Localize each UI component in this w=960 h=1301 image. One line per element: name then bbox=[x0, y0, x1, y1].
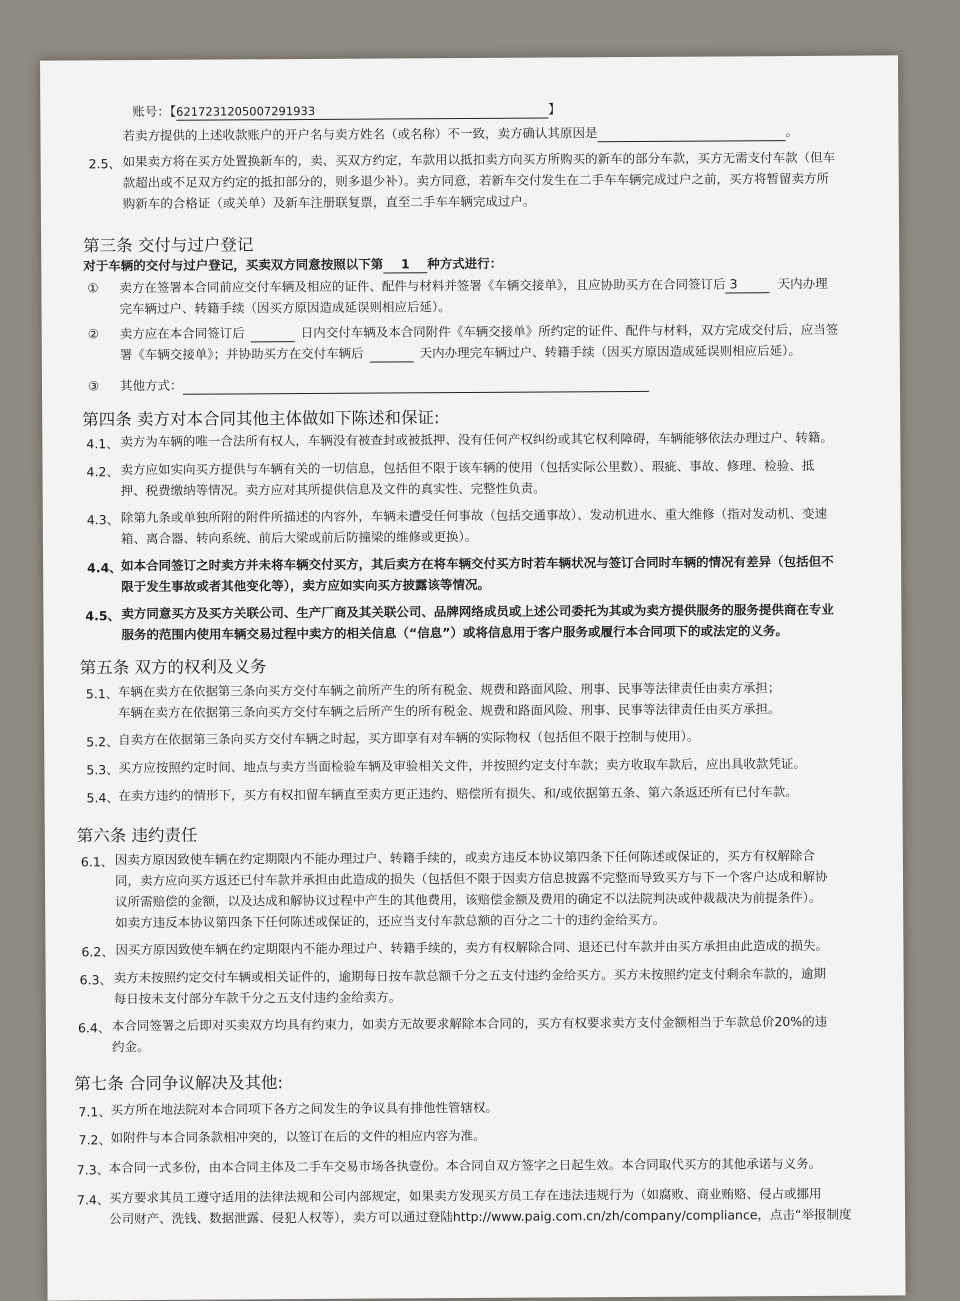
clause-7-3-number: 7.3、 bbox=[76, 1162, 110, 1178]
clause-7-4-number: 7.4、 bbox=[76, 1192, 110, 1208]
article-7-title: 第七条 合同争议解决及其他: bbox=[74, 1073, 284, 1094]
clause-6-1-line-2: 同，卖方应向买方返还已付车款并承担由此造成的损失（包括但不限于因卖方信息披露不完整而导致买方与下一个客户达成和解协 bbox=[114, 868, 828, 889]
clause-5-2-number: 5.2、 bbox=[86, 734, 119, 750]
account-mismatch-line bbox=[122, 124, 798, 145]
article-4-title: 第四条 卖方对本合同其他主体做如下陈述和保证: bbox=[82, 408, 440, 430]
clause-4-4-line-2: 限于发生事故或者其他变化等），卖方应如实向买方披露该等情况。 bbox=[121, 576, 491, 595]
account-line bbox=[132, 101, 560, 121]
clause-4-2-line-2: 押、税费缴纳等情况。卖方应对其所提供信息及文件的真实性、完整性负责。 bbox=[120, 480, 546, 499]
clause-2-5-line-2: 款超出或不足双方约定的抵扣部分的，则多退少补）。卖方同意，若新车交付发生在二手车车辆完成过户之前，买方将暂留卖方所 bbox=[122, 170, 830, 191]
clause-5-1-line-2: 车辆在卖方在依据第三条向买方交付车辆之后所产生的所有税金、规费和路面风险、刑事、民事等法律责任由买方承担。 bbox=[117, 701, 781, 721]
clause-5-3-number: 5.3、 bbox=[86, 762, 119, 778]
article-3-intro bbox=[83, 256, 502, 276]
account-mismatch-text: 若卖方提供的上述收款账户的开户名与卖方姓名（或名称）不一致，卖方确认其原因是 bbox=[122, 125, 598, 144]
clause-5-4-number: 5.4、 bbox=[86, 790, 119, 806]
clause-4-2-line-1: 卖方应如实向买方提供与车辆有关的一切信息，包括但不限于该车辆的使用（包括实际公里数）、瑕疵、事故、修理、检验、抵 bbox=[120, 457, 815, 478]
clause-7-1-number: 7.1、 bbox=[78, 1104, 111, 1120]
account-mismatch-end: 。 bbox=[785, 123, 799, 140]
option-2-text: 卖方应在本合同签订后 bbox=[119, 325, 245, 342]
option-2-line-2 bbox=[120, 343, 801, 364]
article-6-title: 第六条 违约责任 bbox=[76, 825, 198, 846]
option-3-label: 其他方式： bbox=[119, 377, 183, 394]
clause-6-1-line-4: 如卖方违反本协议第四条下任何陈述或保证的，还应当支付车款总额的百分之二十的违约金给买方。 bbox=[115, 911, 666, 931]
clause-4-1-text: 卖方为车辆的唯一合法所有权人，车辆没有被查封或被抵押、没有任何产权纠纷或其它权利障碍，车辆能够依法办理过户、转籍。 bbox=[120, 429, 833, 450]
clause-4-3-line-2: 箱、离合器、转向系统、前后大梁或前后防撞梁的维修或更换）。 bbox=[120, 528, 478, 547]
mismatch-reason-blank bbox=[597, 124, 785, 142]
clause-7-3-text: 本合同一式多份，由本合同主体及二手车交易市场各执壹份。本合同自双方签字之日起生效。本合同取代买方的其他承诺与义务。 bbox=[108, 1155, 822, 1176]
option-3-marker: ③ bbox=[87, 378, 100, 394]
clause-4-5-line-2: 服务的范围内使用车辆交易过程中卖方的相关信息（“信息”）或将信息用于客户服务或履行本合同项下的或法定的义务。 bbox=[121, 623, 788, 643]
clause-4-4-line-1: 如本合同签订之时卖方并未将车辆交付买方，其后卖方在将车辆交付买方时若车辆状况与签订合同时车辆的情况有差异（包括但不 bbox=[121, 553, 834, 574]
clause-5-1-line-1: 车辆在卖方在依据第三条向买方交付车辆之前所产生的所有税金、规费和路面风险、刑事、民事等法律责任由卖方承担； bbox=[117, 680, 781, 700]
article-5-title: 第五条 双方的权利及义务 bbox=[79, 657, 267, 678]
account-close-bracket: 】 bbox=[548, 101, 561, 117]
option-1-text: 卖方在签署本合同前应交付车辆及相应的证件、配件与材料并签署《车辆交接单》，且应协助买方在合同签订后 bbox=[119, 276, 726, 296]
option-1-line-2: 完车辆过户、转籍手续（因买方原因造成延误则相应后延）。 bbox=[119, 299, 451, 317]
clause-4-3-line-1: 除第九条或单独所附的附件所描述的内容外，车辆未遭受任何事故（包括交通事故）、发动机进水、重大维修（指对发动机、变速 bbox=[120, 505, 828, 526]
option-2-days-blank bbox=[251, 325, 295, 342]
article-3-intro-text: 对于车辆的交付与过户登记，买卖双方同意按照以下第 bbox=[83, 256, 384, 274]
clause-5-1-number: 5.1、 bbox=[85, 686, 119, 702]
clause-2-5-line-1: 如果卖方将在买方处置换新车的，卖、买双方约定，车款用以抵扣卖方向买方所购买的新车的部分车款，买方无需支付车款（但车 bbox=[122, 149, 836, 170]
clause-2-5-line-3: 购新车的合格证（或关单）及新车注册联复票，直至二手车车辆完成过户。 bbox=[122, 193, 536, 212]
clause-4-2-number: 4.2、 bbox=[86, 464, 119, 480]
clause-4-1-number: 4.1、 bbox=[86, 436, 119, 452]
clause-7-2-text: 如附件与本合同条款相冲突的，以签订在后的文件的相应内容为准。 bbox=[110, 1127, 486, 1146]
clause-4-5-line-1: 卖方同意买方及买方关联公司、生产厂商及其关联公司、品牌网络成员或上述公司委托为其或为卖方提供服务的服务提供商在专业 bbox=[121, 601, 834, 622]
clause-6-3-number: 6.3、 bbox=[79, 972, 113, 988]
option-3-blank bbox=[182, 375, 648, 395]
clause-7-1-text: 买方所在地法院对本合同项下各方之间发生的争议具有排他性管辖权。 bbox=[110, 1099, 498, 1118]
clause-7-4-line-1: 买方要求其员工遵守适用的法律法规和公司内部规定，如果卖方发现买方员工存在违法违规行为（如腐败、商业贿赂、侵占或挪用 bbox=[108, 1185, 822, 1206]
clause-4-5-number: 4.5、 bbox=[85, 608, 121, 624]
clause-6-1-line-3: 议所需赔偿的金额，以及达成和解协议过程中产生的其他费用，该赔偿金额及费用的确定不以法院判决或仲裁裁决为前提条件）。 bbox=[115, 889, 822, 910]
account-number: 6217231205007291933 bbox=[176, 102, 548, 121]
clause-5-4-text: 在卖方违约的情形下，买方有权扣留车辆直至卖方更正违约、赔偿所有损失、和/或依据第五条、第六条返还所有已付车款。 bbox=[118, 784, 798, 804]
clause-6-4-line-1: 本合同签署之后即对买卖双方均具有约束力，如卖方无故要求解除本合同的，买方有权要求卖方支付金额相当于车款总价20%的违 bbox=[111, 1013, 828, 1034]
clause-5-2-text: 自卖方在依据第三条向买方交付车辆之时起，买方即享有对车辆的实际物权（包括但不限于控制与使用）。 bbox=[118, 728, 700, 748]
clause-6-4-number: 6.4、 bbox=[77, 1020, 111, 1036]
account-label: 账号： bbox=[132, 103, 170, 120]
clause-2-5-number: 2.5、 bbox=[88, 156, 122, 172]
option-2-text-end: 日内交付车辆及本合同附件《车辆交接单》所约定的证件、配件与材料，双方完成交付后，应当签 bbox=[300, 321, 839, 341]
clause-6-2-number: 6.2、 bbox=[81, 944, 114, 960]
option-1-line-1 bbox=[119, 276, 827, 297]
clause-5-3-text: 买方应按照约定时间、地点与卖方当面检验车辆及审验相关文件，并按照约定支付车款；卖方收取车款后，应出具收款凭证。 bbox=[118, 755, 806, 776]
clause-6-3-line-2: 每日按未支付部分车款千分之五支付违约金给卖方。 bbox=[113, 989, 402, 1007]
clause-6-4-line-2: 约金。 bbox=[111, 1038, 150, 1055]
option-2-line-2-end: 天内办理完车辆过户、转籍手续（因买方原因造成延误则相应后延）。 bbox=[419, 342, 801, 361]
clause-7-2-number: 7.2、 bbox=[78, 1132, 112, 1148]
delivery-method-value: 1 bbox=[383, 256, 427, 273]
clause-4-4-number: 4.4、 bbox=[87, 560, 122, 576]
option-2-marker: ② bbox=[87, 326, 99, 342]
clause-6-1-line-1: 因卖方原因致使车辆在约定期限内不能办理过户、转籍手续的，或卖方违反本协议第四条下任何陈述或保证的，买方有权解除合 bbox=[114, 847, 815, 868]
option-2-transfer-days-blank bbox=[370, 345, 414, 362]
clause-6-1-number: 6.1、 bbox=[80, 854, 114, 870]
account-open-bracket: 【 bbox=[169, 103, 177, 119]
clause-6-2-text: 因买方原因致使车辆在约定期限内不能办理过户、转籍手续的，卖方有权解除合同、退还已付车款并由买方承担由此造成的损失。 bbox=[115, 937, 828, 958]
option-3-line bbox=[120, 375, 649, 395]
option-1-marker: ① bbox=[87, 280, 99, 296]
article-3-title: 第三条 交付与过户登记 bbox=[83, 235, 254, 256]
clause-6-3-line-1: 卖方未按照约定交付车辆或相关证件的，逾期每日按车款总额千分之五支付违约金给买方。买方未按照约定支付剩余车款的，逾期 bbox=[113, 965, 827, 986]
article-3-intro-end: 种方式进行： bbox=[427, 255, 503, 272]
option-2-line-2-text: 署《车辆交接单》；并协助买方在交付车辆后 bbox=[119, 345, 364, 363]
clause-7-4-line-2: 公司财产、洗钱、数据泄露、侵犯人权等），卖方可以通过登陆http://www.paig.com.cn/zh/company/compliance，点击“举报制度 bbox=[109, 1206, 852, 1227]
option-2-line-1 bbox=[120, 322, 839, 343]
option-1-days-value: 3 bbox=[726, 276, 770, 293]
option-1-text-end: 天内办理 bbox=[777, 275, 828, 292]
contract-page bbox=[40, 55, 906, 1300]
clause-4-3-number: 4.3、 bbox=[86, 512, 120, 528]
